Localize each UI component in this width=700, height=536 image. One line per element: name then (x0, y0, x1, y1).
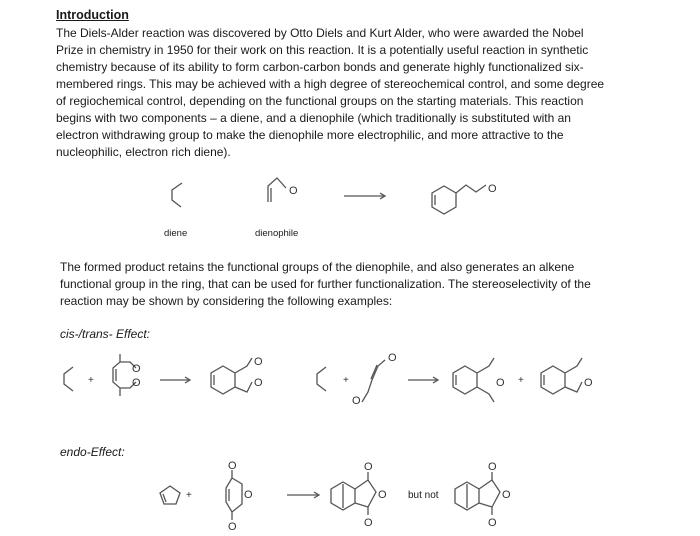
svg-text:O: O (496, 377, 505, 389)
cyclopentadiene-structure (160, 486, 180, 504)
section-heading: Introduction (56, 8, 129, 22)
plus-sign-2: + (343, 375, 349, 386)
trans-dienophile (352, 352, 397, 407)
svg-text:O: O (228, 521, 237, 533)
endo-product-structure (331, 461, 387, 529)
svg-text:O: O (132, 363, 141, 375)
plus-sign-1: + (88, 375, 94, 386)
svg-text:O: O (132, 377, 141, 389)
endo-effect-label: endo-Effect: (60, 445, 125, 459)
svg-text:O: O (228, 460, 237, 472)
intro-paragraph: The Diels-Alder reaction was discovered by Otto Diels and Kurt Alder, who were awarded the Nobel Prize in chemistry in 1950 for their work on this reaction. It is a potentially useful reaction in synthetic chemistry because of its ability to form carbon-carbon bonds and generate highly functionalized six-membered rings. This may be achieved with a high degree of stereochemical control, and some degree of regiochemical control, depending on the functional groups on the starting materials. This reaction begins with two components – a diene, and a dienophile (which traditionally is substituted with an electron withdrawing group to make the dienophile more electrophilic, and more attractive to the nucleophilic, electron rich diene). (56, 26, 605, 159)
dienophile-structure (268, 178, 298, 202)
trans-product-structure-a (453, 358, 505, 402)
product-oxygen: O (488, 183, 497, 195)
svg-text:O: O (254, 356, 263, 368)
dienophile-label: dienophile (255, 228, 299, 239)
plus-sign-3: + (518, 375, 524, 386)
reaction-arrow-1 (344, 193, 385, 199)
cis-diester-dienophile (113, 354, 141, 396)
svg-text:O: O (488, 517, 497, 529)
reaction-arrow-3 (408, 377, 438, 383)
svg-text:O: O (364, 461, 373, 473)
svg-text:O: O (502, 489, 511, 501)
cis-product-structure (211, 356, 263, 394)
svg-text:O: O (352, 395, 361, 407)
diene-structure (172, 183, 182, 207)
reaction-arrow-4 (287, 492, 319, 498)
svg-text:O: O (364, 517, 373, 529)
svg-text:O: O (378, 489, 387, 501)
maleic-anhydride-structure (226, 460, 253, 533)
but-not-label: but not (408, 490, 439, 501)
exo-product-structure (455, 461, 511, 529)
cis-trans-effect-label: cis-/trans- Effect: (60, 327, 151, 341)
cyclohexene-product-structure (432, 183, 497, 214)
svg-text:O: O (244, 489, 253, 501)
stereoselectivity-paragraph: The formed product retains the functional groups of the dienophile, and also generates an alkene functional group in the ring, that can be used for further functionalization. The stereoselectivity of the reaction may be shown by considering the following examples: (60, 260, 591, 308)
svg-text:O: O (254, 377, 263, 389)
svg-text:O: O (388, 352, 397, 364)
reaction-arrow-2 (160, 377, 190, 383)
svg-text:O: O (584, 377, 593, 389)
cis-trans-diene (64, 367, 73, 391)
plus-sign-4: + (186, 490, 192, 501)
trans-product-structure-b (541, 358, 593, 394)
svg-text:O: O (488, 461, 497, 473)
cis-trans-diene-2 (317, 367, 326, 391)
dienophile-oxygen: O (289, 185, 298, 197)
diene-label: diene (164, 228, 188, 239)
